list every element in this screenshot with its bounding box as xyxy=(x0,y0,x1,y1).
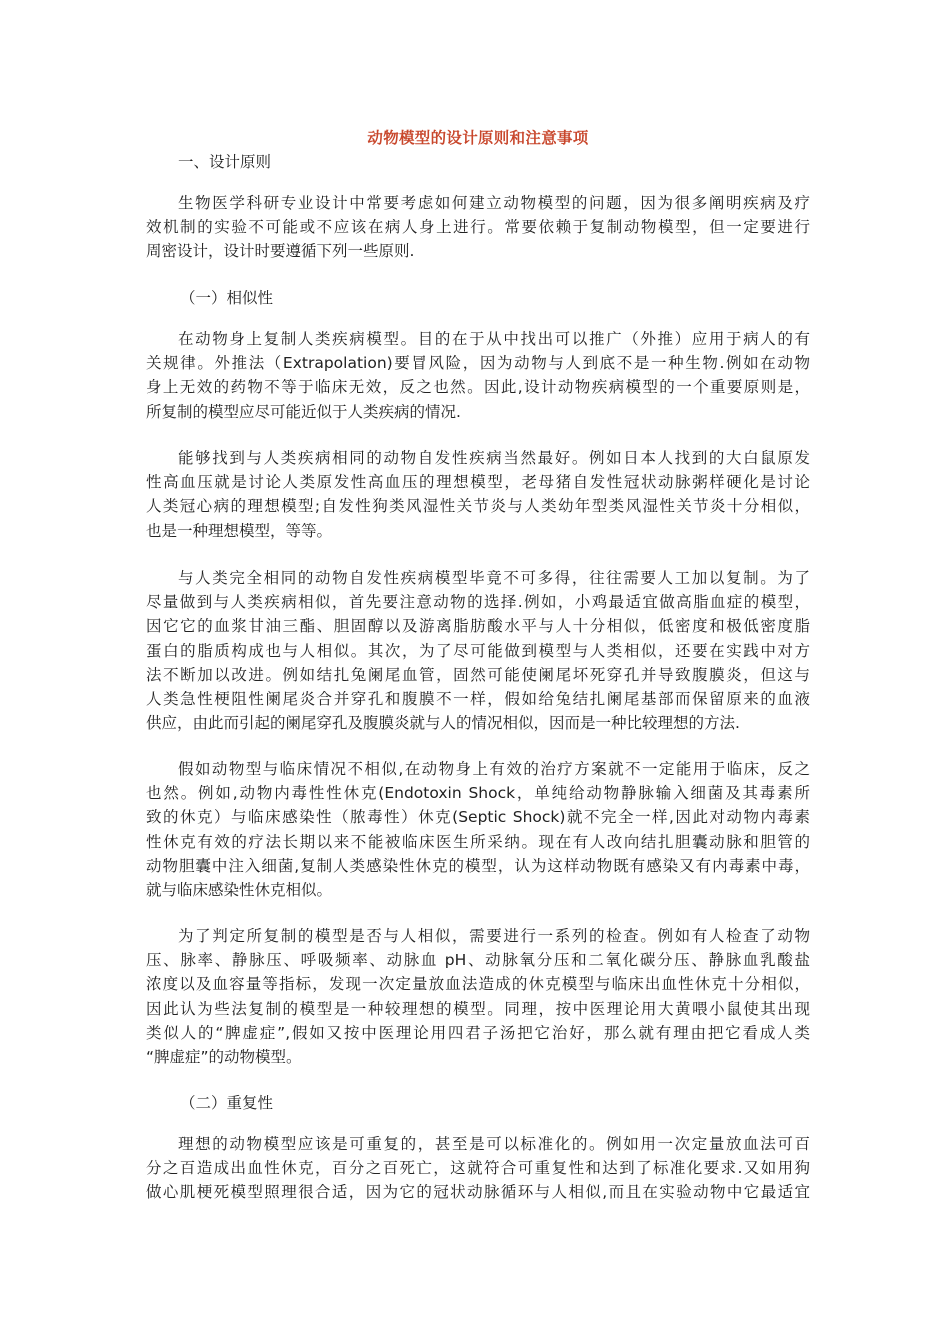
paragraph-line: 关规律。外推法（Extrapolation)要冒风险，因为动物与人到底不是一种生物.例如在动物 xyxy=(146,354,810,373)
subsection-heading-reproducibility: （二）重复性 xyxy=(180,1094,274,1112)
paragraph-line: 浓度以及血容量等指标，发现一次定量放血法造成的休克模型与临床出血性休克十分相似， xyxy=(146,975,810,994)
paragraph-line: 人类冠心病的理想模型;自发性狗类风湿性关节炎与人类幼年型类风湿性关节炎十分相似， xyxy=(146,497,810,516)
paragraph-line: 性休克有效的疗法长期以来不能被临床医生所采纳。现在有人改向结扎胆囊动脉和胆管的 xyxy=(146,832,810,851)
paragraph-line: 分之百造成出血性休克，百分之百死亡，这就符合可重复性和达到了标准化要求.又如用狗 xyxy=(146,1159,810,1178)
paragraph-line: 能够找到与人类疾病相同的动物自发性疾病当然最好。例如日本人找到的大白鼠原发 xyxy=(178,449,810,467)
section-heading-design-principles: 一、设计原则 xyxy=(178,153,272,171)
paragraph-line: 假如动物型与临床情况不相似,在动物身上有效的治疗方案就不一定能用于临床，反之 xyxy=(178,760,810,778)
paragraph-line: 类似人的“脾虚症”,假如又按中医理论用四君子汤把它治好，那么就有理由把它看成人类 xyxy=(146,1023,810,1042)
paragraph-similarity-2 xyxy=(146,446,810,543)
paragraph-line: 人类急性梗阻性阑尾炎合并穿孔和腹膜不一样，假如给兔结扎阑尾基部而保留原来的血液 xyxy=(146,689,810,708)
paragraph-line: 因它它的血浆甘油三酯、胆固醇以及游离脂肪酸水平与人十分相似，低密度和极低密度脂 xyxy=(146,617,810,636)
paragraph-line: 所复制的模型应尽可能近似于人类疾病的情况. xyxy=(146,402,461,421)
paragraph-line: 也是一种理想模型，等等。 xyxy=(146,521,333,540)
paragraph-line: 也然。例如,动物内毒性性休克(Endotoxin Shock，单纯给动物静脉输入细菌及其毒素所 xyxy=(146,784,810,803)
paragraph-line: 因此认为些法复制的模型是一种较理想的模型。同理，按中医理论用大黄喂小鼠使其出现 xyxy=(146,999,810,1018)
subsection-heading-similarity: （一）相似性 xyxy=(180,289,274,307)
paragraph-line: 做心肌梗死模型照理很合适，因为它的冠状动脉循环与人相似,而且在实验动物中它最适宜 xyxy=(146,1183,810,1202)
paragraph-line: 理想的动物模型应该是可重复的，甚至是可以标准化的。例如用一次定量放血法可百 xyxy=(178,1135,810,1153)
paragraph-line: 法不断加以改进。例如结扎兔阑尾血管，固然可能使阑尾坏死穿孔并导致腹膜炎，但这与 xyxy=(146,665,810,684)
paragraph-line: “脾虚症”的动物模型。 xyxy=(146,1047,302,1066)
paragraph-line: 周密设计，设计时要遵循下列一些原则. xyxy=(146,242,415,261)
paragraph-line: 身上无效的药物不等于临床无效，反之也然。因此,设计动物疾病模型的一个重要原则是， xyxy=(146,378,810,397)
paragraph-line: 生物医学科研专业设计中常要考虑如何建立动物模型的问题，因为很多阐明疾病及疗 xyxy=(178,194,810,212)
paragraph-line: 致的休克）与临床感染性（脓毒性）休克(Septic Shock)就不完全一样,因此对动物内毒素 xyxy=(146,808,810,827)
paragraph-similarity-3 xyxy=(146,566,810,735)
document-title: 动物模型的设计原则和注意事项 xyxy=(367,129,589,147)
paragraph-line: 在动物身上复制人类疾病模型。目的在于从中找出可以推广（外推）应用于病人的有 xyxy=(178,330,810,348)
paragraph-line: 尽量做到与人类疾病相似，首先要注意动物的选择.例如，小鸡最适宜做高脂血症的模型， xyxy=(146,593,810,612)
paragraph-line: 为了判定所复制的模型是否与人相似，需要进行一系列的检查。例如有人检查了动物 xyxy=(178,927,810,945)
paragraph-similarity-4 xyxy=(146,757,810,902)
paragraph-similarity-1 xyxy=(146,327,810,424)
paragraph-line: 性高血压就是讨论人类原发性高血压的理想模型，老母猪自发性冠状动脉粥样硬化是讨论 xyxy=(146,473,810,492)
paragraph-line: 动物胆囊中注入细菌,复制人类感染性休克的模型，认为这样动物既有感染又有内毒素中毒， xyxy=(146,856,810,875)
paragraph-line: 蛋白的脂质构成也与人相似。其次，为了尽可能做到模型与人类相似，还要在实践中对方 xyxy=(146,641,810,660)
paragraph-line: 就与临床感染性休克相似。 xyxy=(146,880,333,899)
paragraph-intro xyxy=(146,191,810,264)
paragraph-line: 与人类完全相同的动物自发性疾病模型毕竟不可多得，往往需要人工加以复制。为了 xyxy=(178,569,810,587)
paragraph-similarity-5 xyxy=(146,924,810,1069)
paragraph-line: 效机制的实验不可能或不应该在病人身上进行。常要依赖于复制动物模型，但一定要进行 xyxy=(146,218,810,237)
paragraph-line: 压、脉率、静脉压、呼吸频率、动脉血 pH、动脉氧分压和二氧化碳分压、静脉血乳酸盐 xyxy=(146,951,810,970)
paragraph-reproducibility-1 xyxy=(146,1132,810,1205)
paragraph-line: 供应，由此而引起的阑尾穿孔及腹膜炎就与人的情况相似，因而是一种比较理想的方法. xyxy=(146,714,740,733)
